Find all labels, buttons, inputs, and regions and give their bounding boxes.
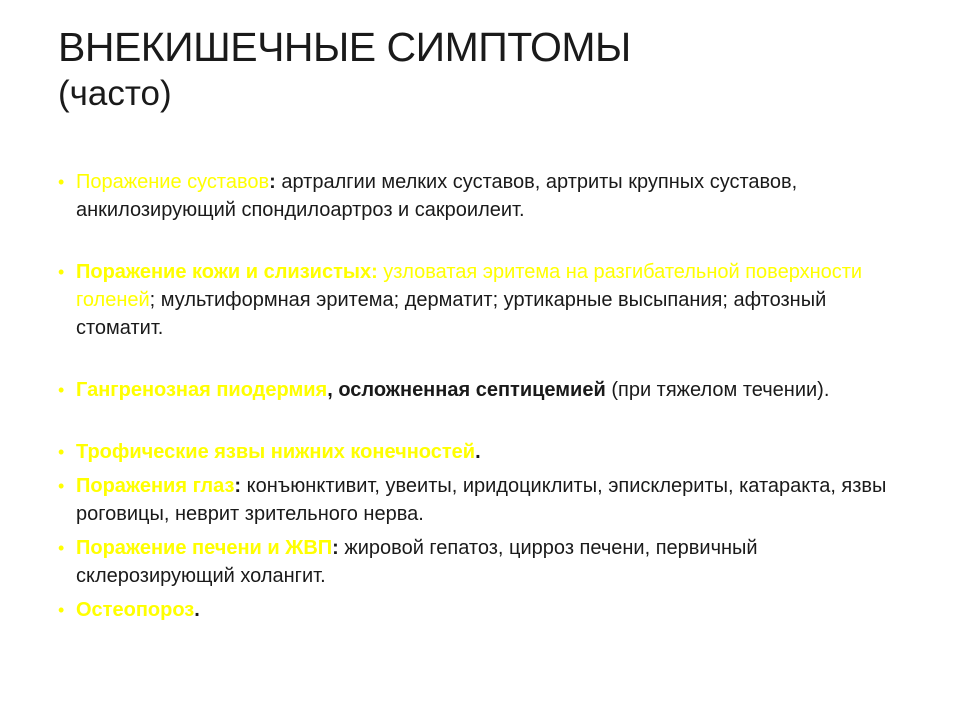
item-heading: Поражения глаз xyxy=(76,475,235,497)
item-text: жировой гепатоз, цирроз печени, первичный склерозирующий холангит. xyxy=(76,537,758,587)
item-text: конъюнктивит, увеиты, иридоциклиты, эписклериты, катаракта, язвы роговицы, неврит зрительного нерва. xyxy=(76,475,887,525)
item-heading: Поражение суставов xyxy=(76,171,270,193)
item-text: (при тяжелом течении). xyxy=(605,379,830,401)
item-colon: : xyxy=(234,475,242,497)
bullet-dot-icon: • xyxy=(58,600,65,620)
item-period: . xyxy=(475,441,481,463)
bullet-dot-icon: • xyxy=(58,380,65,400)
item-text: артралгии мелких суставов, артриты крупных суставов, анкилозирующий спондилоартроз и сакроилеит. xyxy=(76,171,798,221)
bullet-dot-icon: • xyxy=(58,442,65,462)
bullet-dot-icon: • xyxy=(58,172,65,192)
title-main: ВНЕКИШЕЧНЫЕ СИМПТОМЫ xyxy=(58,24,631,70)
list-item-skin xyxy=(58,258,898,342)
bullet-dot-icon: • xyxy=(58,538,65,558)
title-subtitle: (часто) xyxy=(58,74,172,113)
slide-title xyxy=(58,22,918,116)
list-item-pyoderma xyxy=(58,376,898,404)
bullet-dot-icon: • xyxy=(58,262,65,282)
list-item-osteoporosis xyxy=(58,596,898,624)
item-colon: : xyxy=(269,171,276,193)
list-item-liver xyxy=(58,534,898,590)
item-text: ; мультиформная эритема; дерматит; уртикарные высыпания; афтозный стоматит. xyxy=(76,289,827,339)
list-item-joints xyxy=(58,168,898,224)
item-period: . xyxy=(194,599,200,621)
item-highlight-text: узловатая эритема на разгибательной поверхности голеней xyxy=(76,261,863,311)
item-colon: : xyxy=(332,537,339,559)
item-heading: Трофические язвы нижних конечностей xyxy=(76,441,476,463)
item-heading: Поражение кожи и слизистых: xyxy=(76,261,378,283)
bullet-dot-icon: • xyxy=(58,476,65,496)
item-heading: Остеопороз xyxy=(76,599,195,621)
item-heading: Поражение печени и ЖВП xyxy=(76,537,333,559)
symptom-list xyxy=(58,168,898,624)
item-bold-text: , осложненная септицемией xyxy=(327,379,606,401)
item-heading: Гангренозная пиодермия xyxy=(76,379,328,401)
list-item-eyes xyxy=(58,472,898,528)
list-item-ulcers xyxy=(58,438,898,466)
